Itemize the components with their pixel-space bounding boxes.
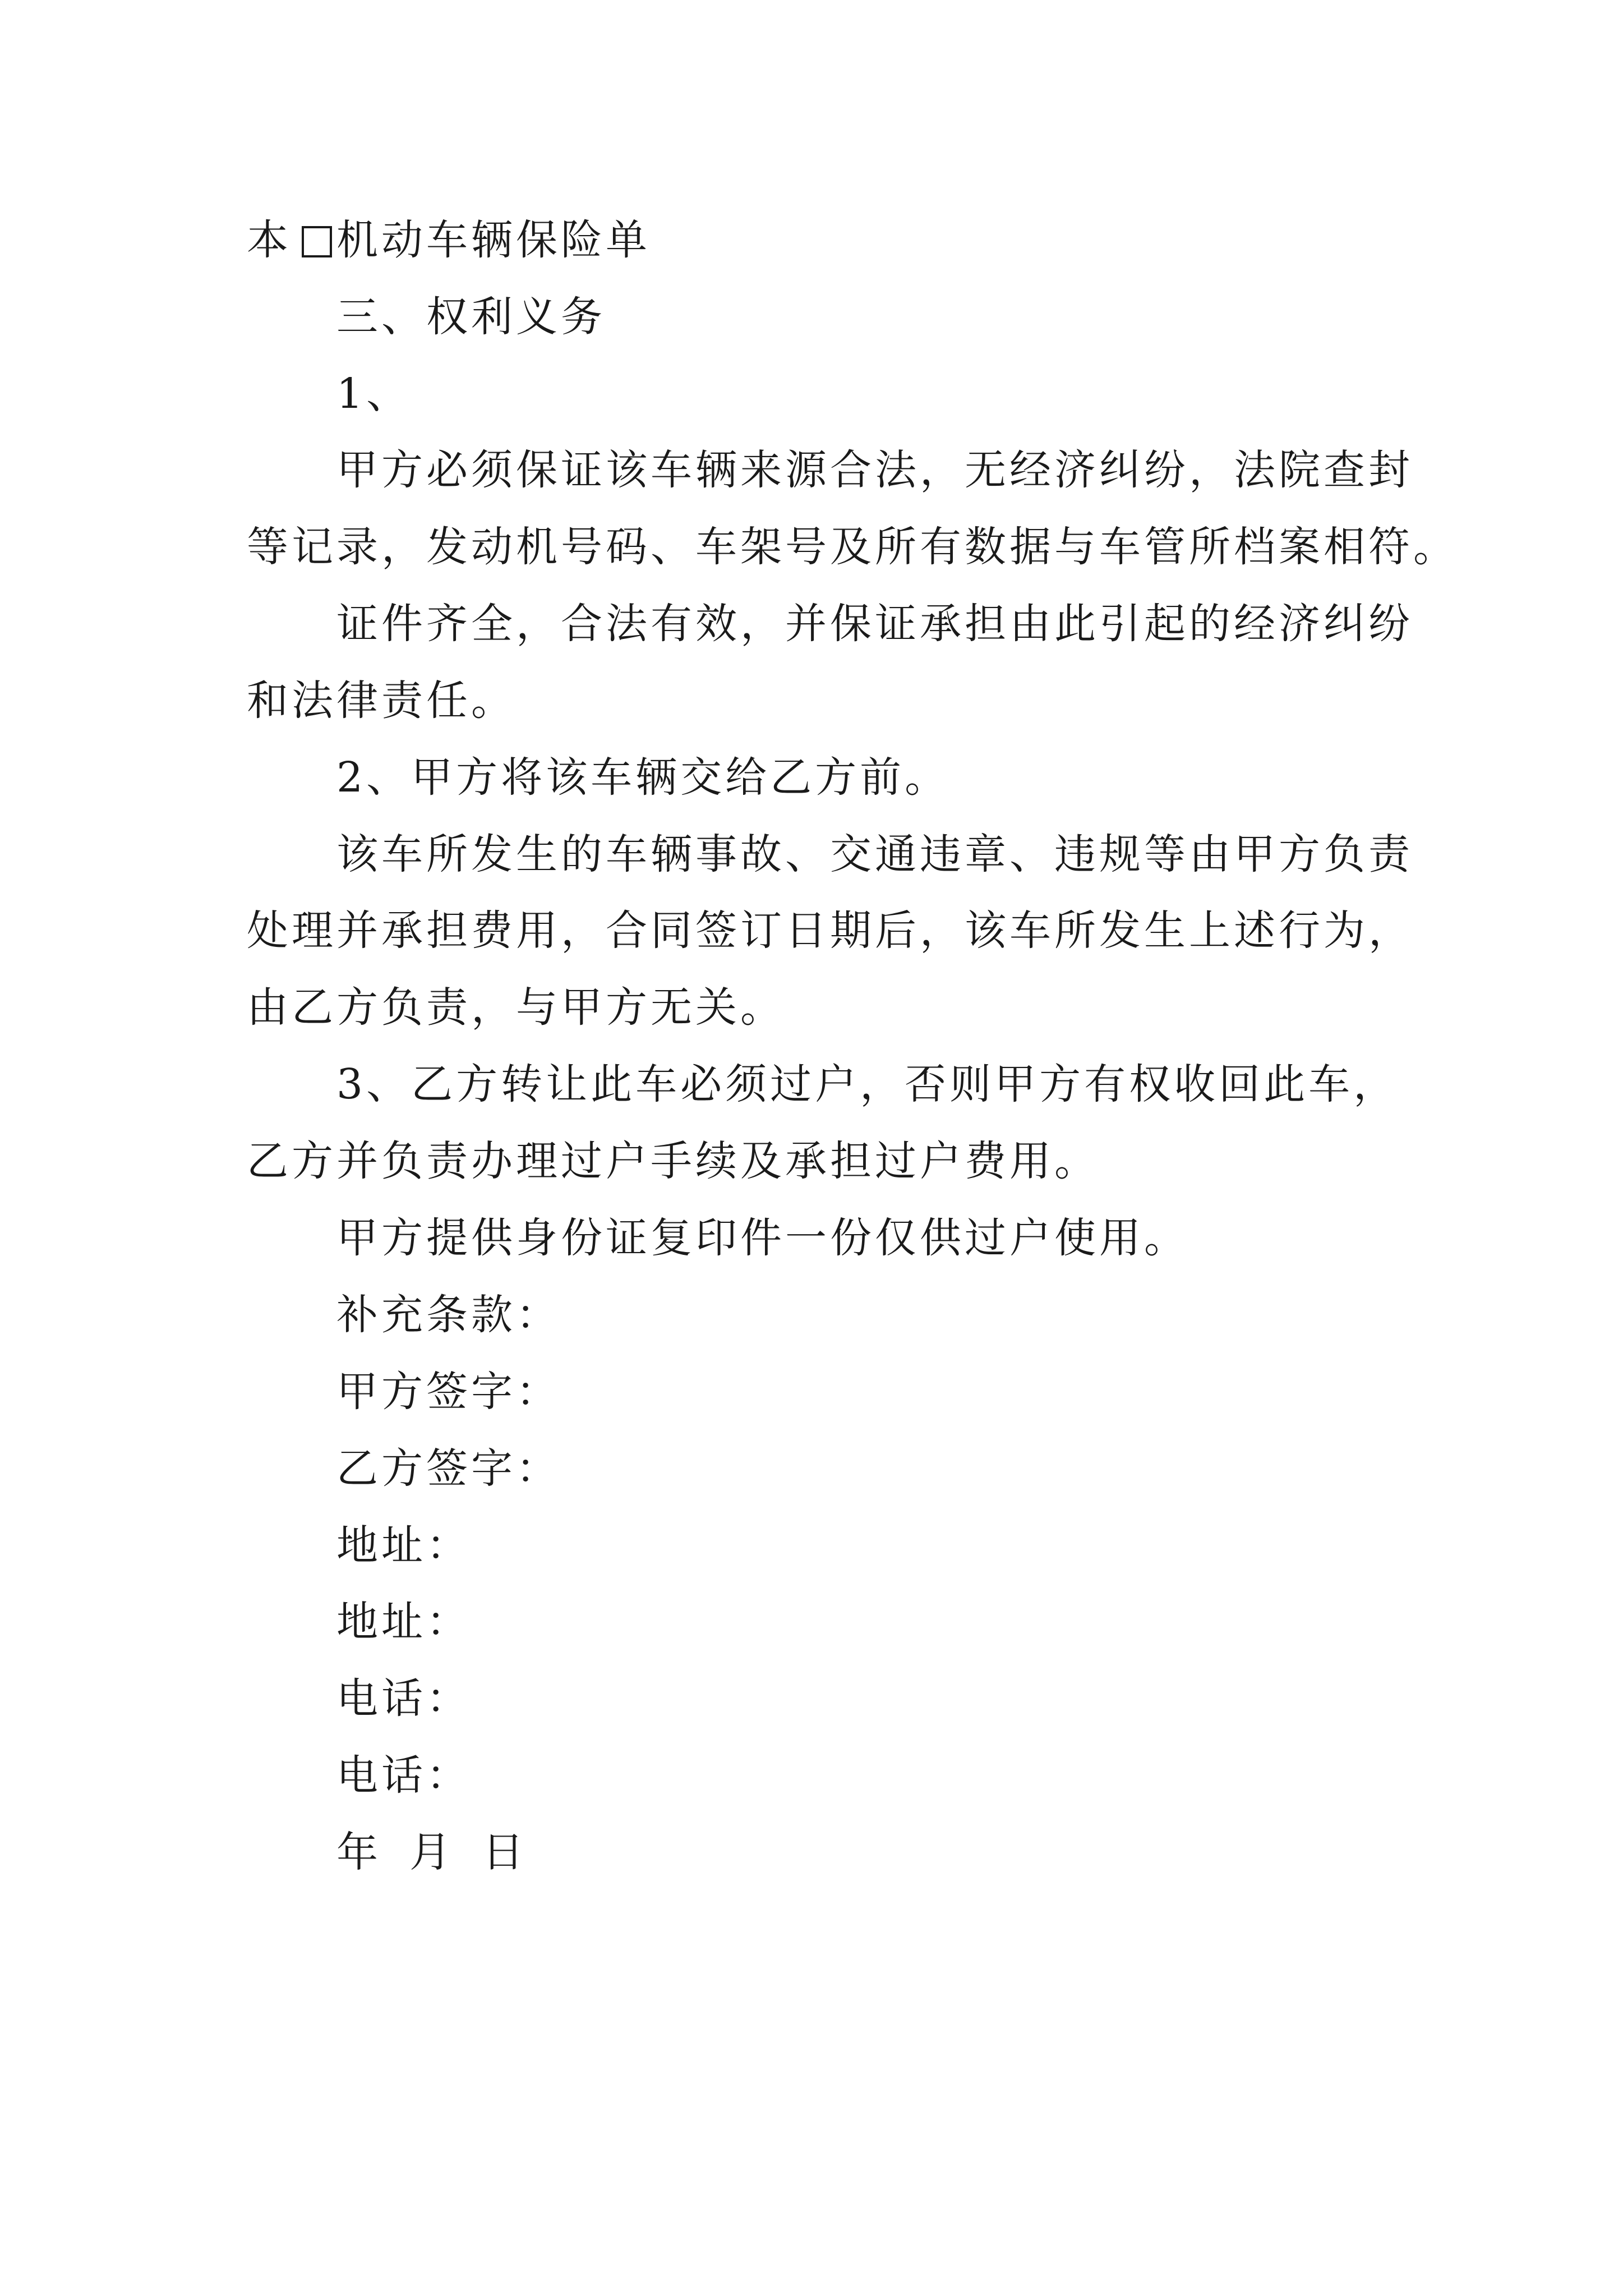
date-line	[336, 1827, 527, 1878]
paragraph-line: 和法律责任。	[247, 677, 516, 725]
date-day: 日	[482, 1828, 527, 1876]
checkbox[interactable]	[302, 226, 332, 257]
paragraph-line: 该车所发生的车辆事故、交通违章、违规等由甲方负责	[336, 830, 1413, 878]
paragraph-line: 甲方必须保证该车辆来源合法，无经济纠纷，法院查封	[336, 446, 1413, 494]
party-b-signature-label: 乙方签字：	[336, 1444, 561, 1493]
date-month: 月	[409, 1828, 454, 1876]
clause-number-1: 1、	[336, 370, 412, 418]
line-prefix: 本	[247, 216, 292, 264]
clause-3: 3、乙方转让此车必须过户，否则甲方有权收回此车，	[336, 1060, 1399, 1108]
party-a-signature-label: 甲方签字：	[336, 1368, 561, 1416]
paragraph-line: 乙方并负责办理过户手续及承担过户费用。	[247, 1137, 1099, 1185]
phone-label: 电话：	[336, 1751, 471, 1800]
address-label: 地址：	[336, 1521, 471, 1570]
address-label: 地址：	[336, 1598, 471, 1646]
paragraph-line: 甲方提供身份证复印件一份仅供过户使用。	[336, 1214, 1189, 1262]
section-heading: 三、权利义务	[336, 293, 606, 341]
paragraph-line: 处理并承担费用，合同签订日期后，该车所发生上述行为，	[247, 907, 1413, 955]
paragraph-line: 等记录，发动机号码、车架号及所有数据与车管所档案相符。	[247, 523, 1458, 571]
paragraph-line: 证件齐全，合法有效，并保证承担由此引起的经济纠纷	[336, 600, 1413, 648]
paragraph-line: 由乙方负责，与甲方无关。	[247, 983, 785, 1032]
date-year: 年	[336, 1828, 381, 1876]
phone-label: 电话：	[336, 1674, 471, 1723]
supplementary-terms-label: 补充条款：	[336, 1291, 561, 1339]
insurance-line	[247, 215, 651, 265]
clause-2: 2、甲方将该车辆交给乙方前。	[336, 753, 950, 802]
insurance-label: 机动车辆保险单	[336, 216, 651, 264]
